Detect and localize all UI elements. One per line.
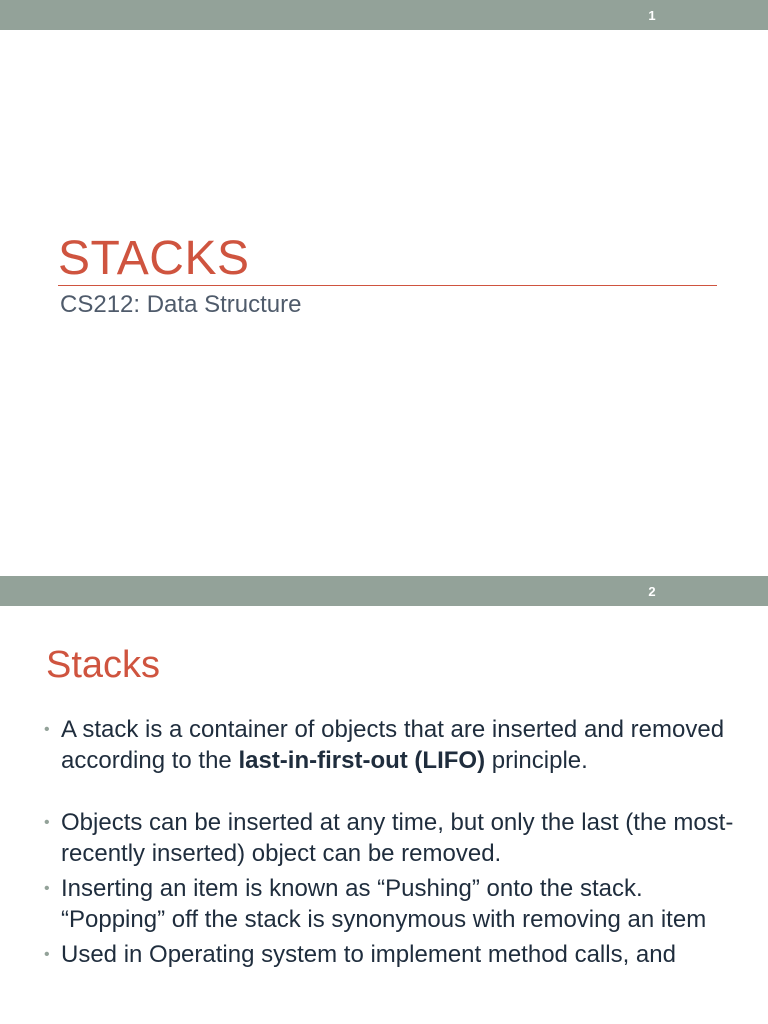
slide-2 (0, 576, 768, 1024)
bullet-text: Used in Operating system to implement method calls, and (61, 941, 676, 968)
bullet-text: A stack is a container of objects that are inserted and removed according to the (61, 716, 725, 774)
title-underline (58, 285, 717, 286)
bullet-text: Inserting an item is known as “Pushing” onto the stack. “Popping” off the stack is synonymous with removing an item (61, 875, 707, 933)
slide-subtitle: CS212: Data Structure (60, 291, 302, 318)
bullet-item (44, 874, 734, 935)
bullet-icon: • (44, 880, 50, 897)
bullet-icon: • (44, 814, 50, 831)
bullet-text: Objects can be inserted at any time, but only the last (the most-recently inserted) object can be removed. (61, 809, 734, 867)
bullet-item (44, 940, 734, 971)
bullet-icon: • (44, 721, 50, 738)
bullet-list (44, 715, 734, 971)
slide-heading: Stacks (46, 644, 161, 686)
slide-header-bar (0, 576, 768, 606)
bullet-icon: • (44, 946, 50, 963)
bullet-bold-text: last-in-first-out (LIFO) (238, 746, 486, 774)
bullet-item (44, 715, 734, 776)
bullet-text: principle. (485, 746, 588, 774)
bullet-item (44, 808, 734, 869)
slide-header-bar (0, 0, 768, 30)
slide-title: STACKS (58, 232, 250, 285)
slide-number: 2 (648, 584, 656, 599)
slide-number: 1 (648, 8, 656, 23)
